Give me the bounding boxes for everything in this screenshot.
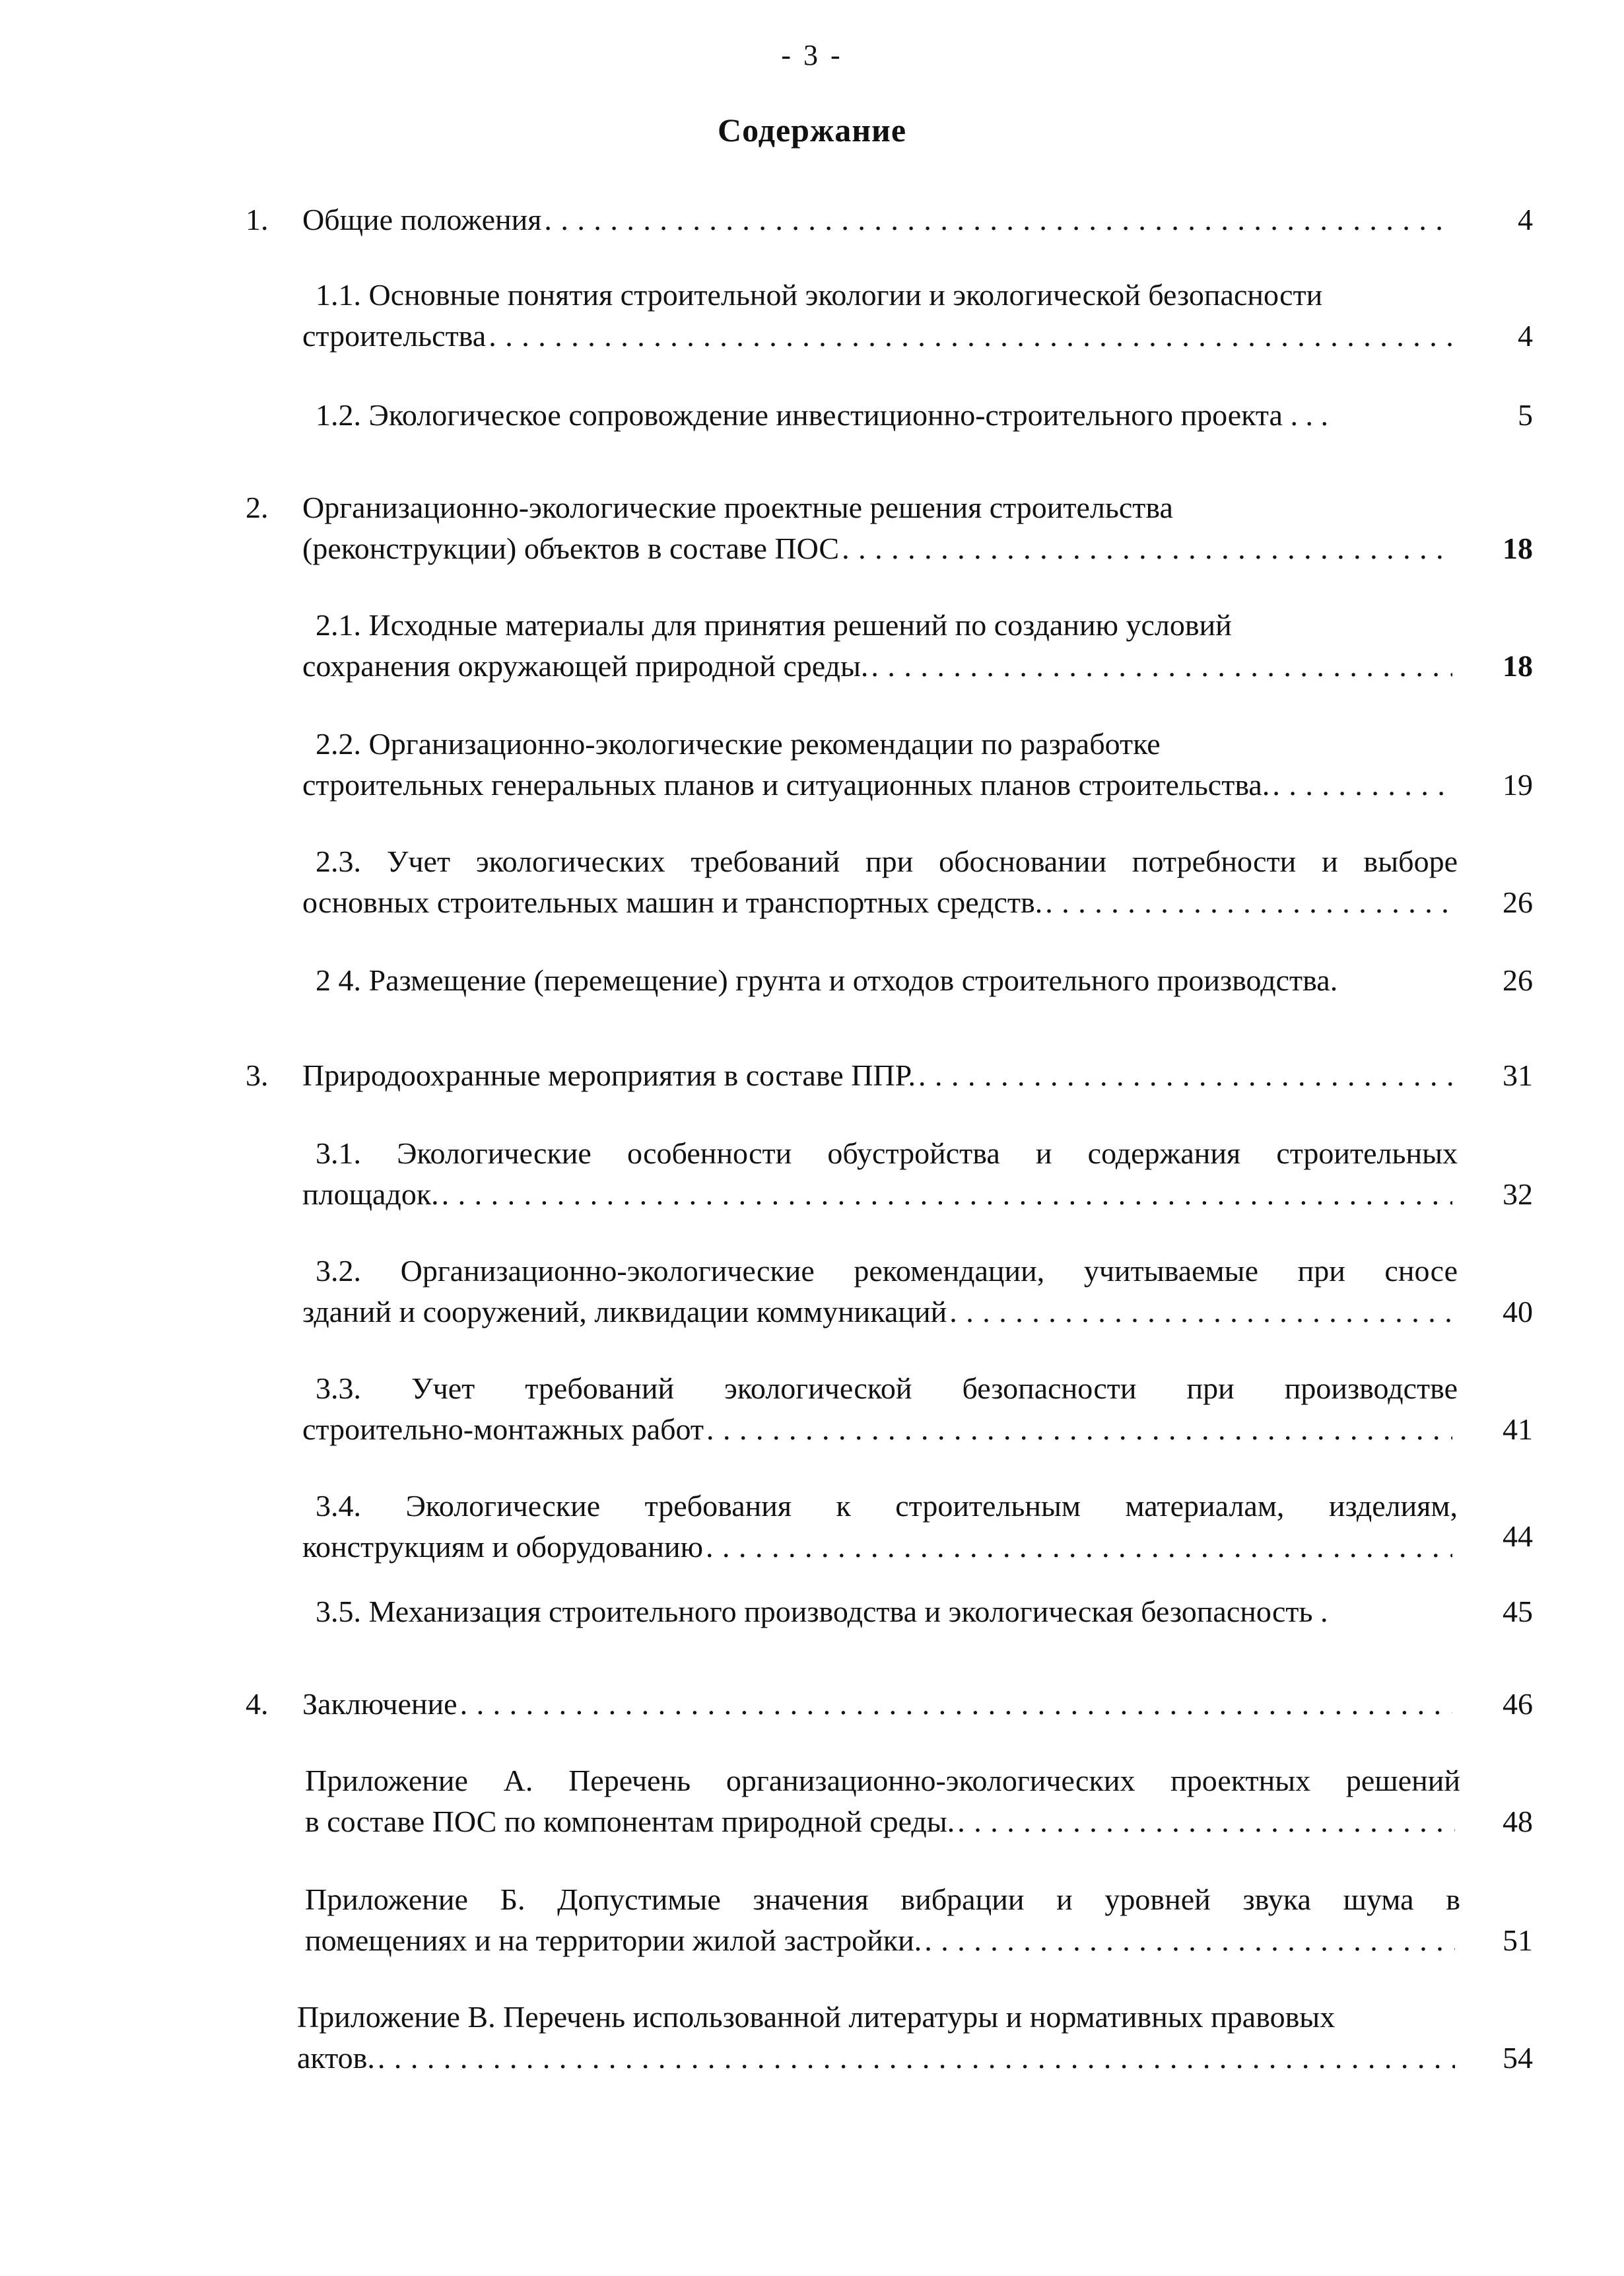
toc-page-number: 45 [1503, 1595, 1533, 1628]
dot-leader [706, 1527, 1452, 1568]
toc-page-number: 54 [1503, 2041, 1533, 2075]
toc-page-number: 26 [1503, 963, 1533, 997]
toc-page-number: 18 [1503, 532, 1533, 565]
toc-page-number: 32 [1503, 1177, 1533, 1211]
toc-entry-text: строительно-монтажных работ [302, 1412, 704, 1446]
dot-leader [1045, 882, 1452, 923]
toc-entry-text: основных строительных машин и транспортных средств. [302, 885, 1043, 919]
toc-entry-text: 1.1. Основные понятия строительной экологии и экологической безопасности [316, 278, 1323, 312]
toc-entry-text: (реконструкции) объектов в составе ПОС [302, 532, 840, 565]
toc-entry-text: 3.3. Учет требований экологической безопасности при производстве [316, 1371, 1458, 1405]
toc-entry-text: в составе ПОС по компонентам природной среды. [305, 1805, 955, 1838]
toc-entry[interactable] [302, 1133, 1458, 1215]
toc-entry-text: помещениях и на территории жилой застройки. [305, 1923, 922, 1957]
toc-entry-text: 3.2. Организационно-экологические рекомендации, учитываемые при сносе [316, 1254, 1458, 1288]
toc-page-number: 41 [1503, 1412, 1533, 1446]
dot-leader [918, 1055, 1452, 1096]
toc-page-number: 4 [1518, 319, 1533, 353]
toc-page-number: 19 [1503, 768, 1533, 802]
toc-entry-text: актов. [297, 2041, 375, 2075]
toc-entry-text: Природоохранные мероприятия в составе ППР. [302, 1058, 916, 1092]
dot-leader [1272, 765, 1452, 806]
toc-page-number: 48 [1503, 1805, 1533, 1838]
toc-section-number: 3. [246, 1058, 269, 1092]
toc-entry[interactable] [302, 1591, 1458, 1632]
dot-leader [460, 1684, 1452, 1725]
toc-page-number: 44 [1503, 1519, 1533, 1553]
toc-page-number: 5 [1518, 398, 1533, 432]
page-number: - 3 - [781, 39, 843, 71]
dot-leader [957, 1801, 1455, 1842]
toc-entry[interactable] [297, 1997, 1460, 2079]
toc-entry[interactable] [302, 960, 1458, 1001]
toc-entry[interactable] [305, 1760, 1460, 1842]
toc-entry-text: Общие положения [302, 203, 542, 236]
toc-entry-text: 1.2. Экологическое сопровождение инвестиционно-строительного проекта . . . [316, 398, 1328, 432]
toc-entry[interactable] [302, 1684, 1458, 1725]
toc-title: Содержание [717, 112, 907, 149]
toc-entry-text: Приложение В. Перечень использованной литературы и нормативных правовых [297, 2000, 1336, 2034]
toc-entry[interactable] [302, 1251, 1458, 1332]
toc-entry-text: Заключение [302, 1687, 457, 1721]
toc-entry-text: Организационно-экологические проектные решения строительства [302, 491, 1173, 524]
toc-entry[interactable] [302, 605, 1458, 687]
toc-entry[interactable] [302, 275, 1458, 357]
toc-page-number: 31 [1503, 1058, 1533, 1092]
dot-leader [924, 1920, 1455, 1961]
toc-entry[interactable] [302, 1486, 1458, 1568]
dot-leader [378, 2038, 1455, 2079]
toc-page-number: 46 [1503, 1687, 1533, 1721]
toc-entry-text: строительства [302, 319, 487, 353]
toc-entry[interactable] [302, 841, 1458, 923]
toc-page-number: 4 [1518, 203, 1533, 236]
dot-leader [842, 528, 1452, 569]
toc-entry[interactable] [302, 395, 1458, 436]
toc-entry-text: конструкциям и оборудованию [302, 1530, 704, 1564]
dot-leader [871, 646, 1452, 687]
toc-entry[interactable] [302, 724, 1458, 806]
dot-leader [544, 199, 1452, 240]
toc-entry-text: 2.1. Исходные материалы для принятия решений по созданию условий [316, 608, 1232, 642]
toc-entry[interactable] [302, 487, 1458, 569]
toc-page-number: 18 [1503, 649, 1533, 683]
dot-leader [442, 1174, 1452, 1215]
toc-entry[interactable] [302, 199, 1458, 240]
toc-section-number: 2. [246, 491, 269, 524]
dot-leader [949, 1292, 1452, 1332]
toc-page-number: 40 [1503, 1295, 1533, 1328]
toc-entry-text: площадок. [302, 1177, 439, 1211]
toc-page-number: 51 [1503, 1923, 1533, 1957]
toc-entry-text: 2 4. Размещение (перемещение) грунта и отходов строительного производства. [316, 963, 1338, 997]
toc-entry[interactable] [302, 1368, 1458, 1450]
toc-entry-text: зданий и сооружений, ликвидации коммуникаций [302, 1295, 947, 1328]
toc-entry-text: Приложение Б. Допустимые значения вибрации и уровней звука шума в [305, 1882, 1460, 1916]
toc-entry-text: 2.2. Организационно-экологические рекомендации по разработке [316, 727, 1161, 761]
toc-entry-text: Приложение А. Перечень организационно-экологических проектных решений [305, 1764, 1460, 1797]
toc-section-number: 4. [246, 1687, 269, 1721]
toc-entry-text: строительных генеральных планов и ситуационных планов строительства. [302, 768, 1270, 802]
toc-entry-text: 3.4. Экологические требования к строительным материалам, изделиям, [316, 1489, 1458, 1523]
toc-entry[interactable] [302, 1055, 1458, 1096]
toc-entry-text: 3.1. Экологические особенности обустройства и содержания строительных [316, 1136, 1458, 1170]
dot-leader [489, 316, 1452, 357]
toc-entry-text: сохранения окружающей природной среды. [302, 649, 869, 683]
toc-entry[interactable] [305, 1879, 1460, 1961]
dot-leader [706, 1409, 1452, 1450]
toc-section-number: 1. [246, 203, 269, 236]
toc-page-number: 26 [1503, 885, 1533, 919]
toc-entry-text: 3.5. Механизация строительного производства и экологическая безопасность . [316, 1595, 1328, 1628]
toc-entry-text: 2.3. Учет экологических требований при обосновании потребности и выборе [316, 845, 1458, 878]
